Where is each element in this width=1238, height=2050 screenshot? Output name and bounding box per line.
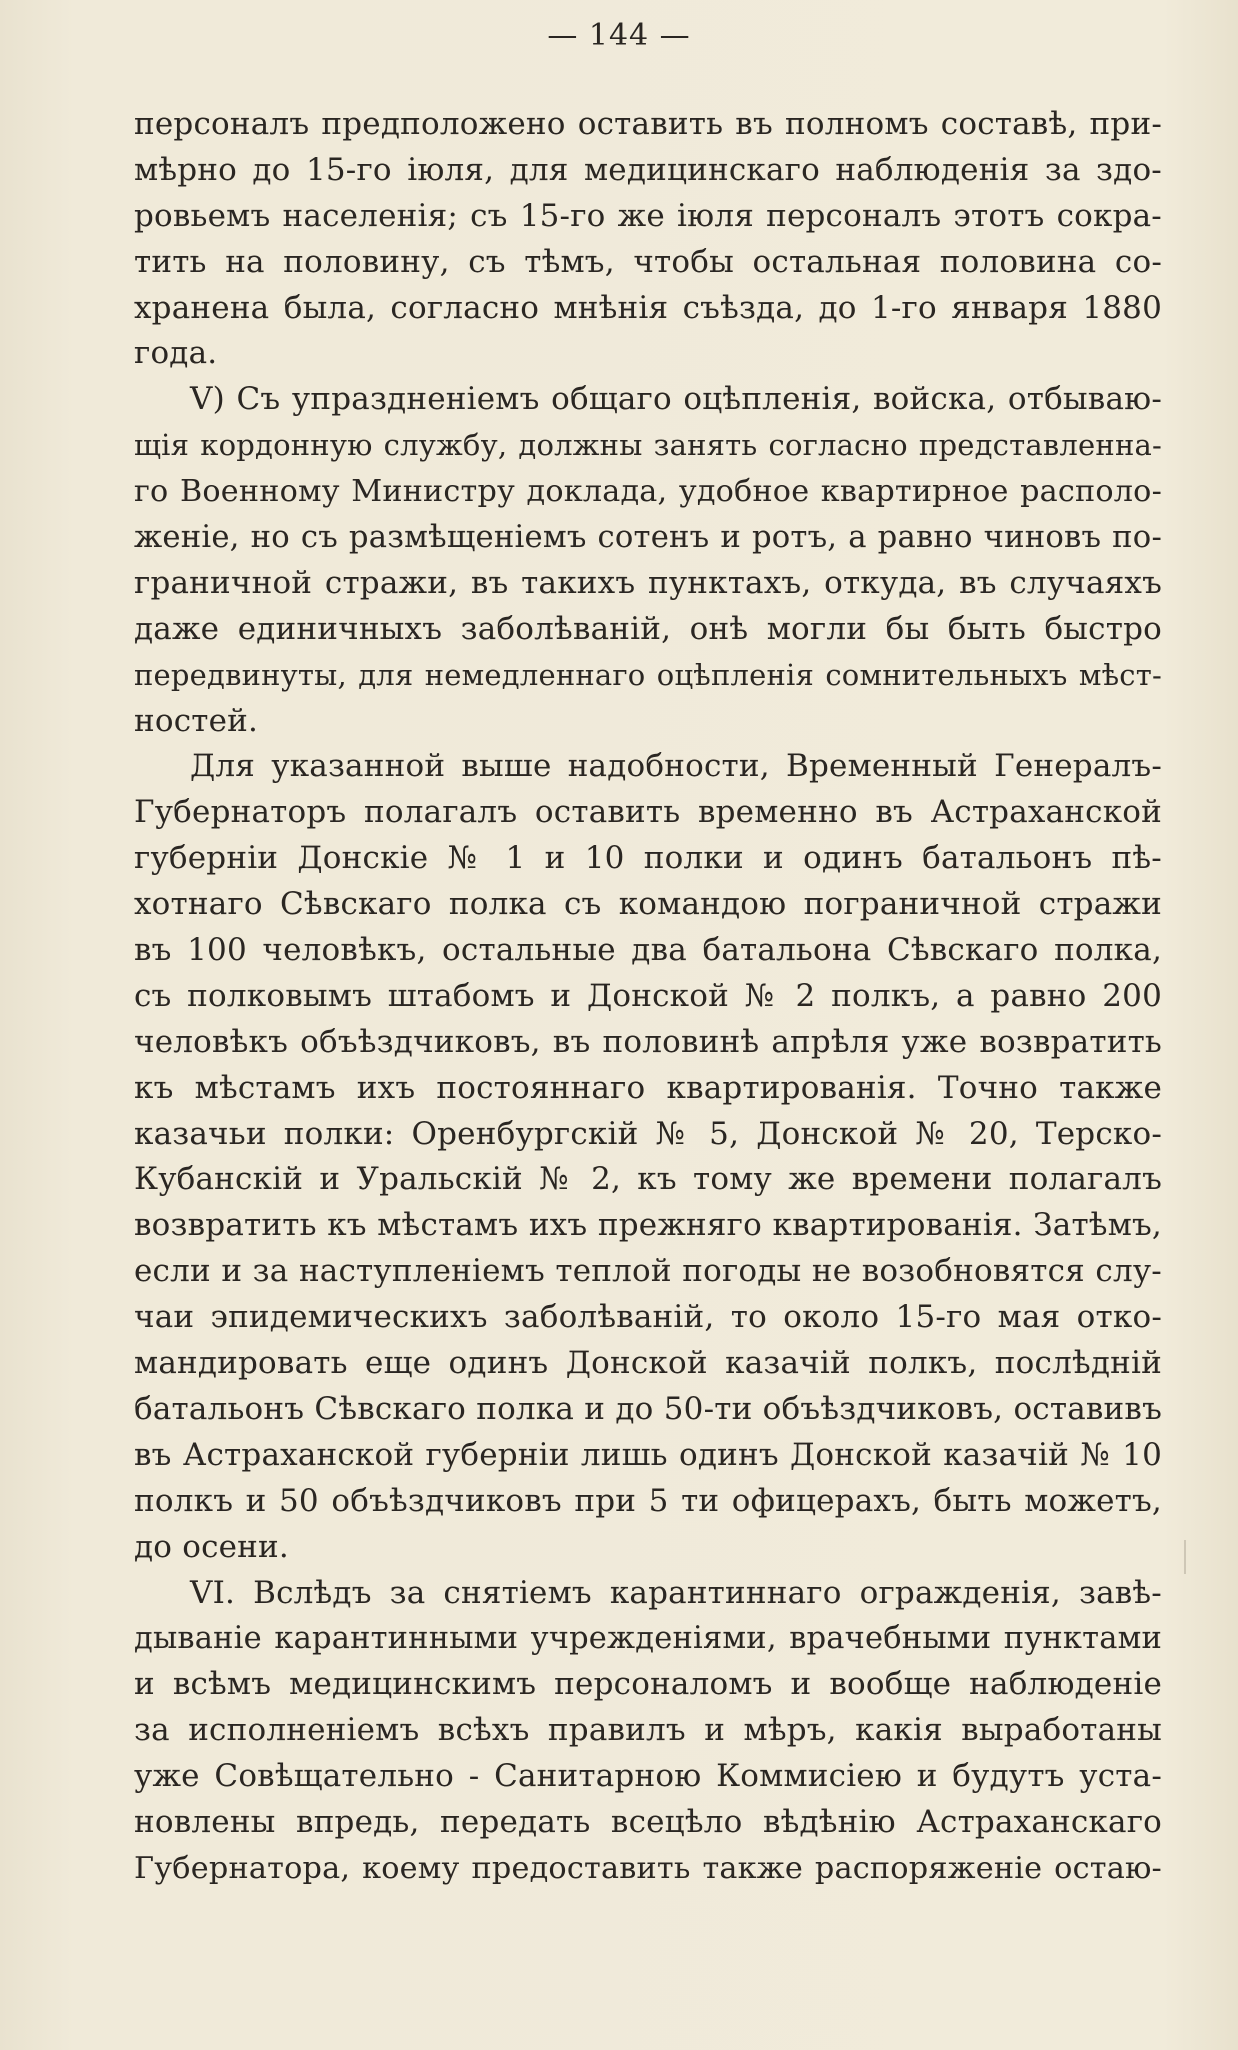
- text-line: человѣкъ объѣздчиковъ, въ половинѣ апрѣля уже возвратить: [134, 1023, 1162, 1060]
- text-line: полкъ и 50 объѣздчиковъ при 5 ти офицерахъ, быть можетъ,: [134, 1482, 1162, 1519]
- text-line: если и за наступленіемъ теплой погоды не возобновятся слу-: [134, 1253, 1162, 1290]
- paragraph: [134, 1571, 1162, 1892]
- text-line: уже Совѣщательно - Санитарною Коммисіею и будутъ уста-: [134, 1758, 1162, 1795]
- text-line: Губернаторъ полагалъ оставить временно въ Астраханской: [134, 794, 1162, 831]
- text-line: казачьи полки: Оренбургскій № 5, Донской № 20, Терско-: [134, 1115, 1162, 1152]
- text-line: мандировать еще одинъ Донской казачій полкъ, послѣдній: [134, 1345, 1162, 1382]
- text-line: за исполненіемъ всѣхъ правилъ и мѣръ, какія выработаны: [134, 1712, 1162, 1749]
- paragraph: [134, 744, 1162, 1570]
- paragraph: [134, 102, 1162, 377]
- text-line: Кубанскій и Уральскій № 2, къ тому же времени полагалъ: [134, 1161, 1162, 1198]
- text-line: ностей.: [134, 702, 259, 739]
- text-line: до осени.: [134, 1528, 289, 1565]
- text-line: къ мѣстамъ ихъ постояннаго квартированія. Точно также: [134, 1069, 1162, 1106]
- text-line: губерніи Донскіе № 1 и 10 полки и одинъ батальонъ пѣ-: [134, 840, 1162, 877]
- text-line: чаи эпидемическихъ заболѣваній, то около 15-го мая отко-: [134, 1299, 1162, 1336]
- text-line: VI. Вслѣдъ за снятіемъ карантиннаго огражденія, завѣ-: [190, 1574, 1162, 1611]
- text-line: Губернатора, коему предоставить также распоряженіе остаю-: [134, 1850, 1162, 1886]
- paragraph: [134, 377, 1162, 744]
- text-line: въ Астраханской губерніи лишь одинъ Донской казачій № 10: [134, 1436, 1162, 1473]
- text-line: года.: [134, 335, 218, 372]
- text-line: тить на половину, съ тѣмъ, чтобы остальная половина со-: [134, 243, 1162, 280]
- text-line: ровьемъ населенія; съ 15-го же іюля персоналъ этотъ сокра-: [134, 197, 1162, 234]
- text-line: батальонъ Сѣвскаго полка и до 50-ти объѣздчиковъ, оставивъ: [134, 1390, 1162, 1427]
- text-line: персоналъ предположено оставить въ полномъ составѣ, при-: [134, 106, 1162, 142]
- text-line: хранена была, согласно мнѣнія съѣзда, до 1-го января 1880: [134, 289, 1162, 326]
- text-line: го Военному Министру доклада, удобное квартирное располо-: [134, 474, 1162, 510]
- page-number: — 144 —: [547, 18, 691, 53]
- paper-mark: [1184, 1540, 1186, 1574]
- text-line: передвинуты, для немедленнаго оцѣпленія сомнительныхъ мѣст-: [134, 657, 1162, 692]
- text-line: съ полковымъ штабомъ и Донской № 2 полкъ, а равно 200: [134, 977, 1162, 1014]
- text-line: въ 100 человѣкъ, остальные два батальона Сѣвскаго полка,: [134, 932, 1162, 969]
- text-line: новлены впредь, передать всецѣло вѣдѣнію Астраханскаго: [134, 1803, 1162, 1840]
- text-line: граничной стражи, въ такихъ пунктахъ, откуда, въ случаяхъ: [134, 564, 1162, 601]
- text-line: женіе, но съ размѣщеніемъ сотенъ и ротъ, а равно чиновъ по-: [134, 520, 1162, 556]
- page-text: [134, 102, 1162, 1892]
- text-line: Для указанной выше надобности, Временный Генералъ-: [190, 748, 1162, 785]
- text-line: дываніе карантинными учрежденіями, врачебными пунктами: [134, 1621, 1162, 1657]
- text-line: и всѣмъ медицинскимъ персоналомъ и вообще наблюденіе: [134, 1666, 1162, 1703]
- text-line: возвратить къ мѣстамъ ихъ прежняго квартированія. Затѣмъ,: [134, 1207, 1162, 1244]
- text-line: даже единичныхъ заболѣваній, онѣ могли бы быть быстро: [134, 610, 1162, 647]
- text-line: мѣрно до 15-го іюля, для медицинскаго наблюденія за здо-: [134, 151, 1162, 188]
- text-line: щія кордонную службу, должны занять согласно представленна-: [134, 428, 1162, 463]
- text-line: хотнаго Сѣвскаго полка съ командою пограничной стражи: [134, 886, 1162, 923]
- text-line: V) Съ упраздненіемъ общаго оцѣпленія, войска, отбываю-: [190, 381, 1162, 418]
